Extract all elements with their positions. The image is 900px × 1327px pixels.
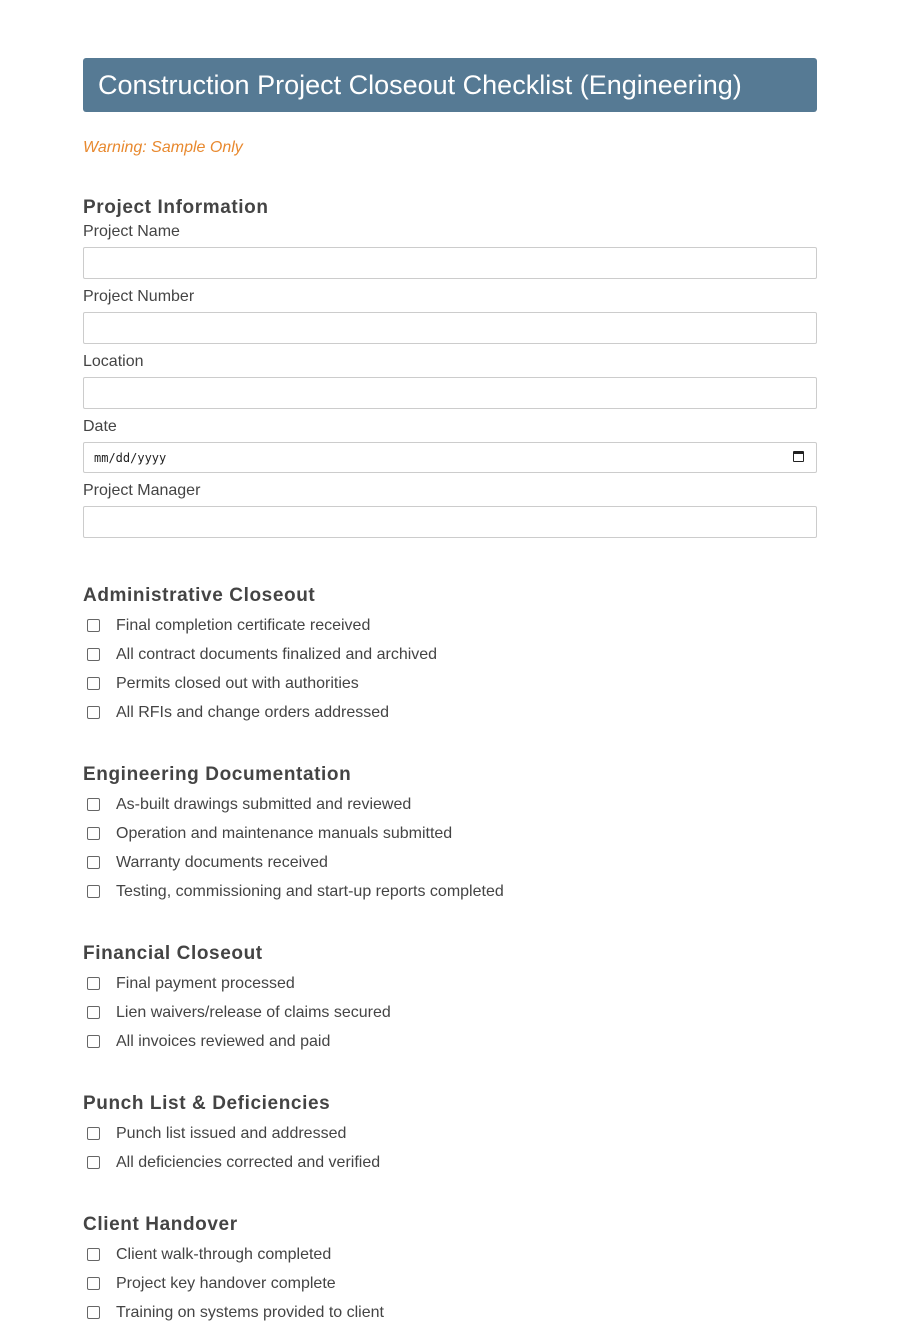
checklist-item[interactable]	[83, 1148, 817, 1177]
checklist-item-label: Final completion certificate received	[116, 616, 371, 634]
checkbox[interactable]	[87, 1006, 100, 1019]
checkbox[interactable]	[87, 885, 100, 898]
date-input[interactable]	[83, 442, 817, 473]
checklist-item[interactable]	[83, 877, 817, 906]
calendar-icon[interactable]	[793, 451, 804, 462]
checklist-item[interactable]	[83, 1240, 817, 1269]
checkbox[interactable]	[87, 1035, 100, 1048]
checklist-item-label: Testing, commissioning and start-up reports completed	[116, 882, 504, 900]
section-heading: Project Information	[83, 197, 269, 218]
checklist-item-label: All invoices reviewed and paid	[116, 1032, 331, 1050]
checklist-item[interactable]	[83, 998, 817, 1027]
checklist-item[interactable]	[83, 790, 817, 819]
checklist-item-label: All RFIs and change orders addressed	[116, 703, 390, 721]
checklist-item[interactable]	[83, 611, 817, 640]
checklist-item-label: Training on systems provided to client	[116, 1303, 384, 1321]
location-input[interactable]	[83, 377, 817, 409]
checklist-item[interactable]	[83, 640, 817, 669]
checklist-item[interactable]	[83, 698, 817, 727]
checklist-form	[83, 58, 817, 1327]
checklist-item[interactable]	[83, 819, 817, 848]
project-number-input[interactable]	[83, 312, 817, 344]
checklist-item-label: All contract documents finalized and archived	[116, 645, 438, 663]
project-number-label: Project Number	[83, 288, 195, 305]
checklist-item[interactable]	[83, 1027, 817, 1056]
checklist-section	[83, 763, 817, 906]
project-information-section	[83, 196, 817, 538]
checklist-item[interactable]	[83, 969, 817, 998]
checkbox[interactable]	[87, 619, 100, 632]
checkbox[interactable]	[87, 1127, 100, 1140]
checklist-item[interactable]	[83, 848, 817, 877]
project-manager-input[interactable]	[83, 506, 817, 538]
checklist-item[interactable]	[83, 1119, 817, 1148]
checkbox[interactable]	[87, 1306, 100, 1319]
checklist-section	[83, 1092, 817, 1177]
checklist-item[interactable]	[83, 1269, 817, 1298]
checklist-item-label: Permits closed out with authorities	[116, 674, 359, 692]
project-name-label: Project Name	[83, 223, 180, 240]
section-heading: Administrative Closeout	[83, 585, 316, 606]
checklist-item-label: As-built drawings submitted and reviewed	[116, 795, 412, 813]
checklist-item-label: All deficiencies corrected and verified	[116, 1153, 381, 1171]
checklist-section	[83, 942, 817, 1056]
project-name-input[interactable]	[83, 247, 817, 279]
checkbox[interactable]	[87, 706, 100, 719]
checklist-item[interactable]	[83, 669, 817, 698]
checklist-item-label: Operation and maintenance manuals submitted	[116, 824, 453, 842]
date-placeholder: mm/dd/yyyy	[94, 451, 167, 465]
checkbox[interactable]	[87, 798, 100, 811]
checkbox[interactable]	[87, 827, 100, 840]
checklist-section	[83, 584, 817, 727]
checklist-item[interactable]	[83, 1298, 817, 1327]
warning-text: Warning: Sample Only	[83, 139, 243, 156]
page-title: Construction Project Closeout Checklist (Engineering)	[83, 58, 817, 112]
location-label: Location	[83, 353, 144, 370]
project-manager-label: Project Manager	[83, 482, 201, 499]
checklist-item-label: Lien waivers/release of claims secured	[116, 1003, 391, 1021]
checkbox[interactable]	[87, 1156, 100, 1169]
section-heading: Client Handover	[83, 1214, 238, 1235]
checkbox[interactable]	[87, 677, 100, 690]
section-heading: Financial Closeout	[83, 943, 263, 964]
checklist-item-label: Project key handover complete	[116, 1274, 336, 1292]
checklist-item-label: Warranty documents received	[116, 853, 328, 871]
section-heading: Punch List & Deficiencies	[83, 1093, 331, 1114]
checkbox[interactable]	[87, 1248, 100, 1261]
checklist-item-label: Client walk-through completed	[116, 1245, 332, 1263]
checklist-item-label: Final payment processed	[116, 974, 295, 992]
date-label: Date	[83, 418, 117, 435]
checkbox[interactable]	[87, 977, 100, 990]
section-heading: Engineering Documentation	[83, 764, 352, 785]
checkbox[interactable]	[87, 648, 100, 661]
checkbox[interactable]	[87, 1277, 100, 1290]
checklist-item-label: Punch list issued and addressed	[116, 1124, 347, 1142]
checkbox[interactable]	[87, 856, 100, 869]
checklist-section	[83, 1213, 817, 1327]
